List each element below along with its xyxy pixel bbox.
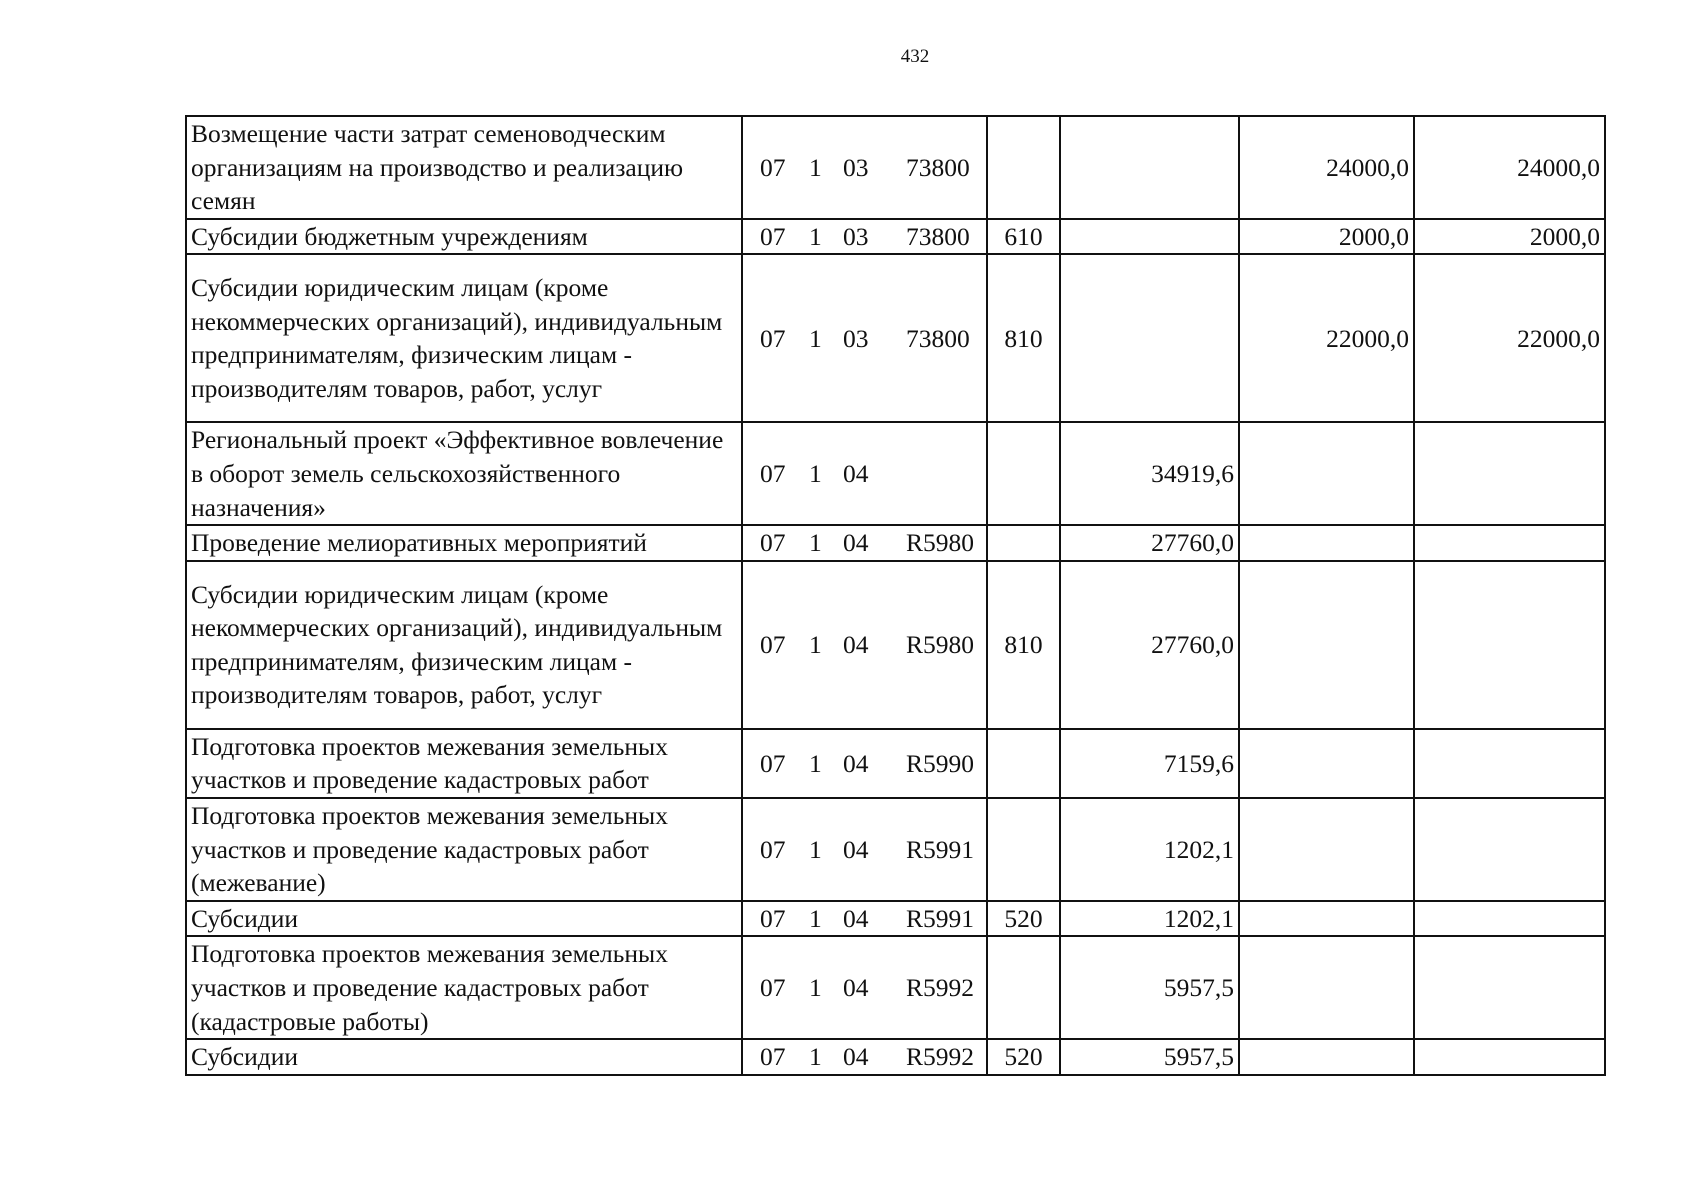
group-code: 03 xyxy=(843,323,869,353)
sum-cell-1: 34919,6 xyxy=(1060,422,1239,525)
sum-cell-3 xyxy=(1414,561,1605,729)
sum-cell-1: 7159,6 xyxy=(1060,729,1239,798)
row-name-cell: Подготовка проектов межевания земельных участков и проведение кадастровых работ xyxy=(186,729,742,798)
group-code: 04 xyxy=(843,528,869,558)
group-code: 04 xyxy=(843,903,869,933)
group-code: 03 xyxy=(843,152,869,182)
table-row xyxy=(186,936,1605,1039)
sum-cell-3 xyxy=(1414,422,1605,525)
sum-cell-2: 24000,0 xyxy=(1239,116,1414,219)
table-row xyxy=(186,219,1605,255)
subprogram-code: 1 xyxy=(809,748,822,778)
section-code: 07 xyxy=(760,1042,786,1072)
section-code: 07 xyxy=(760,458,786,488)
group-code: 04 xyxy=(843,748,869,778)
expense-type-cell: 520 xyxy=(987,1039,1060,1075)
expense-type-cell xyxy=(987,798,1060,901)
section-code: 07 xyxy=(760,152,786,182)
article-code: R5992 xyxy=(906,972,975,1002)
sum-cell-1 xyxy=(1060,254,1239,422)
section-code: 07 xyxy=(760,528,786,558)
group-code: 04 xyxy=(843,834,869,864)
expense-type-cell xyxy=(987,729,1060,798)
budget-code-cell xyxy=(742,219,987,255)
sum-cell-3 xyxy=(1414,901,1605,937)
row-name-cell: Субсидии бюджетным учреждениям xyxy=(186,219,742,255)
row-name-cell: Субсидии юридическим лицам (кроме некоммерческих организаций), индивидуальным предпринимателям, физическим лицам - производителям товаров, работ, услуг xyxy=(186,254,742,422)
sum-cell-3 xyxy=(1414,729,1605,798)
section-code: 07 xyxy=(760,629,786,659)
expense-type-cell: 810 xyxy=(987,254,1060,422)
sum-cell-3 xyxy=(1414,525,1605,561)
article-code: R5980 xyxy=(906,528,975,558)
expense-type-cell xyxy=(987,116,1060,219)
subprogram-code: 1 xyxy=(809,152,822,182)
sum-cell-1: 27760,0 xyxy=(1060,525,1239,561)
article-code: 73800 xyxy=(906,221,970,251)
sum-cell-1: 5957,5 xyxy=(1060,1039,1239,1075)
sum-cell-3 xyxy=(1414,936,1605,1039)
expense-type-cell xyxy=(987,936,1060,1039)
subprogram-code: 1 xyxy=(809,1042,822,1072)
sum-cell-1: 1202,1 xyxy=(1060,901,1239,937)
sum-cell-3: 2000,0 xyxy=(1414,219,1605,255)
subprogram-code: 1 xyxy=(809,629,822,659)
row-name-cell: Субсидии xyxy=(186,1039,742,1075)
group-code: 04 xyxy=(843,458,869,488)
sum-cell-3 xyxy=(1414,798,1605,901)
expense-type-cell xyxy=(987,422,1060,525)
budget-code-cell xyxy=(742,254,987,422)
section-code: 07 xyxy=(760,323,786,353)
subprogram-code: 1 xyxy=(809,834,822,864)
subprogram-code: 1 xyxy=(809,972,822,1002)
sum-cell-2: 22000,0 xyxy=(1239,254,1414,422)
table-row xyxy=(186,561,1605,729)
budget-table xyxy=(185,115,1606,1076)
row-name-cell: Подготовка проектов межевания земельных участков и проведение кадастровых работ (межевание) xyxy=(186,798,742,901)
budget-code-cell xyxy=(742,936,987,1039)
article-code: 73800 xyxy=(906,323,970,353)
budget-code-cell xyxy=(742,901,987,937)
sum-cell-2: 2000,0 xyxy=(1239,219,1414,255)
sum-cell-1: 5957,5 xyxy=(1060,936,1239,1039)
section-code: 07 xyxy=(760,748,786,778)
page-number: 432 xyxy=(900,46,930,67)
sum-cell-2 xyxy=(1239,422,1414,525)
sum-cell-1 xyxy=(1060,116,1239,219)
row-name-cell: Субсидии xyxy=(186,901,742,937)
article-code: 73800 xyxy=(906,152,970,182)
subprogram-code: 1 xyxy=(809,528,822,558)
group-code: 04 xyxy=(843,972,869,1002)
row-name-cell: Возмещение части затрат семеноводческим организациям на производство и реализацию семян xyxy=(186,116,742,219)
sum-cell-1: 27760,0 xyxy=(1060,561,1239,729)
group-code: 03 xyxy=(843,221,869,251)
expense-type-cell: 810 xyxy=(987,561,1060,729)
section-code: 07 xyxy=(760,221,786,251)
group-code: 04 xyxy=(843,629,869,659)
budget-code-cell xyxy=(742,116,987,219)
sum-cell-2 xyxy=(1239,729,1414,798)
budget-code-cell xyxy=(742,798,987,901)
budget-code-cell xyxy=(742,422,987,525)
subprogram-code: 1 xyxy=(809,458,822,488)
sum-cell-3: 24000,0 xyxy=(1414,116,1605,219)
subprogram-code: 1 xyxy=(809,903,822,933)
article-code: R5991 xyxy=(906,834,975,864)
table-row xyxy=(186,1039,1605,1075)
section-code: 07 xyxy=(760,903,786,933)
expense-type-cell: 520 xyxy=(987,901,1060,937)
sum-cell-2 xyxy=(1239,798,1414,901)
row-name-cell: Проведение мелиоративных мероприятий xyxy=(186,525,742,561)
article-code: R5992 xyxy=(906,1042,975,1072)
sum-cell-2 xyxy=(1239,561,1414,729)
subprogram-code: 1 xyxy=(809,323,822,353)
article-code: R5980 xyxy=(906,629,975,659)
budget-code-cell xyxy=(742,1039,987,1075)
subprogram-code: 1 xyxy=(809,221,822,251)
row-name-cell: Региональный проект «Эффективное вовлечение в оборот земель сельскохозяйственного назначения» xyxy=(186,422,742,525)
sum-cell-2 xyxy=(1239,901,1414,937)
table-row xyxy=(186,525,1605,561)
sum-cell-2 xyxy=(1239,1039,1414,1075)
section-code: 07 xyxy=(760,834,786,864)
group-code: 04 xyxy=(843,1042,869,1072)
table-row xyxy=(186,254,1605,422)
expense-type-cell: 610 xyxy=(987,219,1060,255)
sum-cell-3: 22000,0 xyxy=(1414,254,1605,422)
expense-type-cell xyxy=(987,525,1060,561)
table-row xyxy=(186,798,1605,901)
sum-cell-1 xyxy=(1060,219,1239,255)
section-code: 07 xyxy=(760,972,786,1002)
article-code: R5990 xyxy=(906,748,975,778)
table-row xyxy=(186,422,1605,525)
table-row xyxy=(186,901,1605,937)
sum-cell-2 xyxy=(1239,936,1414,1039)
article-code: R5991 xyxy=(906,903,975,933)
row-name-cell: Подготовка проектов межевания земельных участков и проведение кадастровых работ (кадастровые работы) xyxy=(186,936,742,1039)
row-name-cell: Субсидии юридическим лицам (кроме некоммерческих организаций), индивидуальным предпринимателям, физическим лицам - производителям товаров, работ, услуг xyxy=(186,561,742,729)
table-row xyxy=(186,116,1605,219)
budget-code-cell xyxy=(742,561,987,729)
sum-cell-1: 1202,1 xyxy=(1060,798,1239,901)
table-row xyxy=(186,729,1605,798)
budget-code-cell xyxy=(742,729,987,798)
sum-cell-2 xyxy=(1239,525,1414,561)
budget-code-cell xyxy=(742,525,987,561)
sum-cell-3 xyxy=(1414,1039,1605,1075)
